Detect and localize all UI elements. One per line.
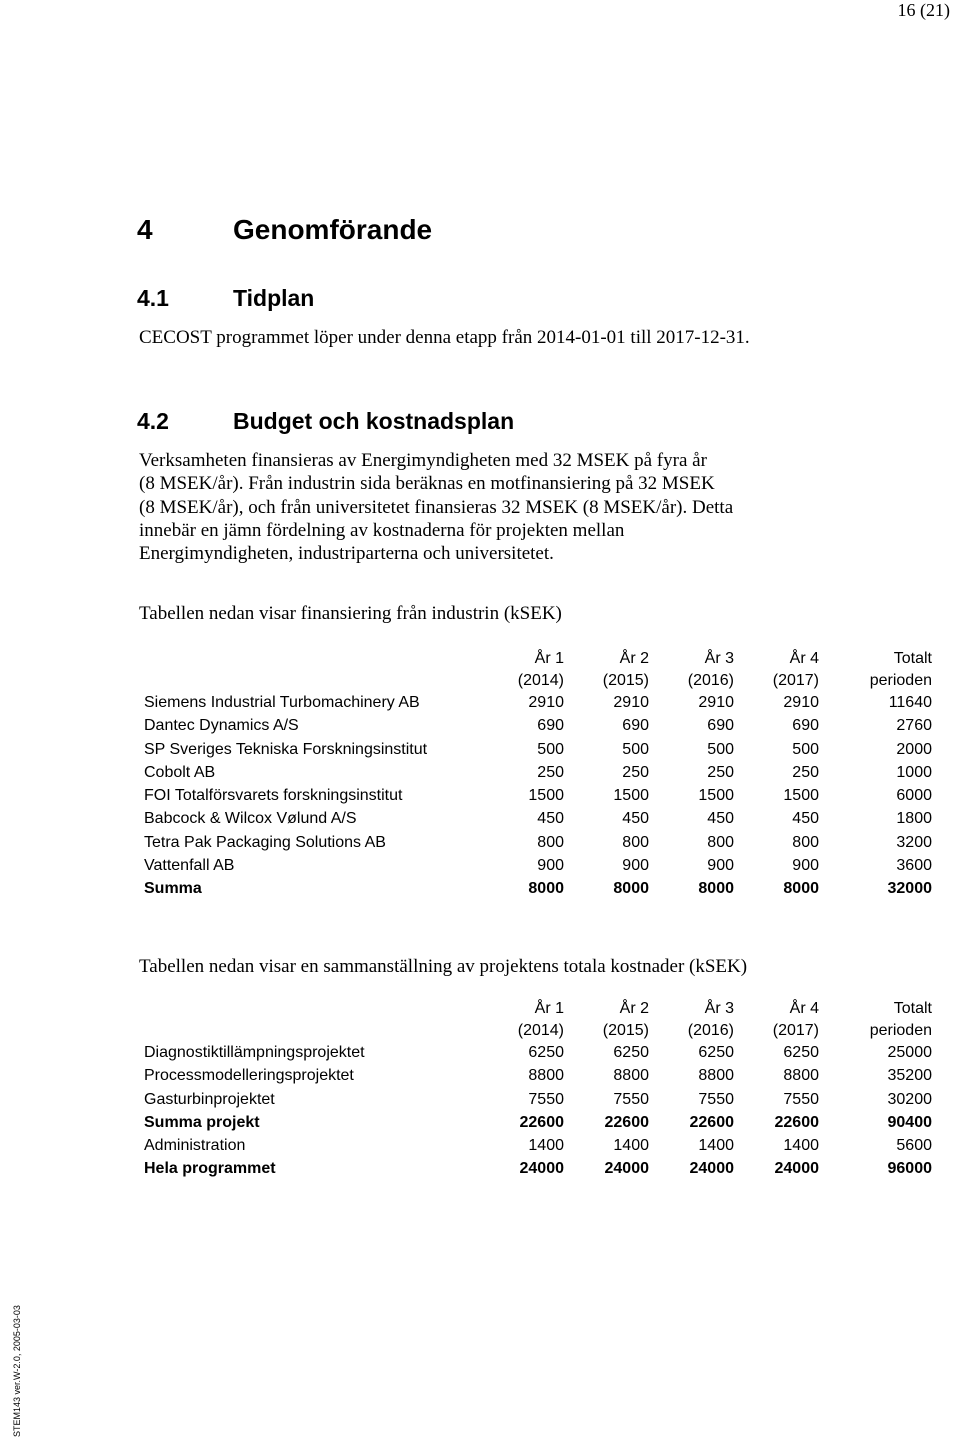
table-cell: 22600	[774, 1113, 819, 1131]
table-cell: 8000	[613, 880, 649, 898]
summary-row	[140, 1157, 932, 1180]
budget-paragraph	[139, 449, 819, 565]
table-cell: 7550	[783, 1090, 819, 1108]
row-label: Processmodelleringsprojektet	[144, 1067, 354, 1085]
tidplan-line: CECOST programmet löper under denna etapp från 2014-01-01 till 2017-12-31.	[139, 327, 750, 348]
table-cell: 900	[707, 857, 734, 875]
column-header	[819, 998, 932, 1041]
table-cell: 8000	[528, 880, 564, 898]
column-header-text: År 1	[534, 1000, 564, 1017]
table-cell: 1400	[613, 1137, 649, 1155]
table-cell: 96000	[887, 1160, 932, 1178]
table-cell: 690	[622, 717, 649, 735]
column-header-text: År 4	[789, 650, 819, 667]
project-costs-table	[140, 998, 932, 1181]
row-label: Cobolt AB	[144, 763, 216, 781]
table-cell: 900	[537, 857, 564, 875]
table-cell: 900	[792, 857, 819, 875]
column-header-text: (2017)	[772, 671, 819, 689]
paragraph-line: Energimyndigheten, industriparterna och universitetet.	[139, 543, 554, 565]
table-row	[140, 807, 932, 830]
table-cell: 2910	[698, 694, 734, 711]
section-number: 4.2	[137, 408, 169, 434]
table-cell: 6250	[613, 1044, 649, 1061]
table-cell: 690	[707, 717, 734, 735]
paragraph-line: Verksamheten finansieras av Energimyndigheten med 32 MSEK på fyra år	[139, 450, 707, 471]
column-header-text: (2016)	[687, 671, 734, 689]
table-cell: 35200	[887, 1067, 932, 1085]
column-header-text: (2014)	[517, 671, 564, 689]
table-cell: 1400	[783, 1137, 819, 1155]
paragraph-line: (8 MSEK/år), och från universitetet finansieras 32 MSEK (8 MSEK/år). Detta	[139, 496, 734, 518]
table-cell: 450	[792, 810, 819, 828]
column-header-text: År 1	[534, 650, 564, 667]
table-row	[140, 784, 932, 807]
table-cell: 2760	[896, 717, 932, 735]
table-cell: 6250	[783, 1044, 819, 1061]
table-cell: 30200	[887, 1090, 932, 1108]
column-header-text: (2017)	[772, 1021, 819, 1039]
row-label: Administration	[144, 1137, 246, 1155]
row-label: SP Sveriges Tekniska Forskningsinstitut	[144, 740, 428, 758]
column-header-text: År 2	[619, 650, 649, 667]
table-cell: 3200	[896, 833, 932, 851]
table-cell: 800	[537, 833, 564, 851]
column-header	[564, 648, 649, 691]
table-row	[140, 1064, 932, 1087]
table-cell: 6000	[896, 787, 932, 805]
table-cell: 800	[792, 833, 819, 851]
column-header-text: (2016)	[687, 1021, 734, 1039]
table-cell: 1500	[528, 787, 564, 805]
table-cell: 800	[707, 833, 734, 851]
table-cell: 2910	[613, 694, 649, 711]
section-number: 4.1	[137, 285, 169, 311]
table-cell: 500	[707, 740, 734, 758]
table-cell: 7550	[528, 1090, 564, 1108]
table1-title: Tabellen nedan visar finansiering från industrin (kSEK)	[139, 603, 562, 624]
table-cell: 2910	[528, 694, 564, 711]
column-header-text: År 3	[704, 1000, 734, 1017]
column-header	[564, 998, 649, 1041]
table-cell: 3600	[896, 857, 932, 875]
row-label: Vattenfall AB	[144, 857, 235, 875]
table-cell: 450	[622, 810, 649, 828]
heading-number: 4	[137, 214, 153, 245]
table-cell: 24000	[519, 1160, 564, 1178]
table-cell: 1400	[528, 1137, 564, 1155]
table-cell: 1500	[613, 787, 649, 805]
table-cell: 250	[622, 763, 649, 781]
section-title: Tidplan	[233, 285, 315, 311]
table-cell: 22600	[519, 1113, 564, 1131]
column-header	[819, 648, 932, 691]
table-cell: 6250	[528, 1044, 564, 1061]
column-header	[649, 648, 734, 691]
table-cell: 690	[537, 717, 564, 735]
table-cell: 8800	[698, 1067, 734, 1085]
table-row	[140, 761, 932, 784]
table-cell: 900	[622, 857, 649, 875]
table-cell: 1400	[698, 1137, 734, 1155]
paragraph-line: innebär en jämn fördelning av kostnaderna för projekten mellan	[139, 519, 625, 541]
table-cell: 5600	[896, 1137, 932, 1155]
row-label: Summa projekt	[144, 1113, 260, 1131]
table2-title: Tabellen nedan visar en sammanställning av projektens totala kostnader (kSEK)	[139, 956, 748, 977]
table-row	[140, 831, 932, 854]
table-cell: 8000	[698, 880, 734, 898]
table-cell: 11640	[888, 694, 932, 711]
section-title: Budget och kostnadsplan	[233, 408, 515, 434]
table-cell: 8800	[613, 1067, 649, 1085]
column-header-text: År 2	[619, 1000, 649, 1017]
table-cell: 32000	[887, 880, 932, 898]
row-label: Babcock & Wilcox Vølund A/S	[144, 810, 357, 828]
table-cell: 2000	[896, 740, 932, 758]
table-cell: 500	[622, 740, 649, 758]
row-label: Summa	[144, 880, 202, 898]
column-header	[734, 648, 819, 691]
table-cell: 450	[537, 810, 564, 828]
column-header	[649, 998, 734, 1041]
column-header	[734, 998, 819, 1041]
column-header-text: (2015)	[602, 671, 649, 689]
row-label: Dantec Dynamics A/S	[144, 717, 299, 735]
row-label: Diagnostiktillämpningsprojektet	[144, 1044, 365, 1061]
table-cell: 8800	[783, 1067, 819, 1085]
table-cell: 1500	[783, 787, 819, 805]
table-cell: 2910	[783, 694, 819, 711]
header-empty	[140, 998, 484, 1041]
table-cell: 690	[792, 717, 819, 735]
row-label: Tetra Pak Packaging Solutions AB	[144, 833, 386, 851]
summary-row	[140, 877, 932, 900]
heading-title: Genomförande	[233, 214, 433, 245]
column-header-text: (2015)	[602, 1021, 649, 1039]
table-cell: 1000	[896, 763, 932, 781]
header-empty	[140, 648, 484, 691]
table-cell: 6250	[698, 1044, 734, 1061]
table-row	[140, 714, 932, 737]
table-cell: 7550	[613, 1090, 649, 1108]
table-cell: 90400	[887, 1113, 932, 1131]
table-cell: 250	[537, 763, 564, 781]
column-header-text: År 3	[704, 650, 734, 667]
table-cell: 8800	[528, 1067, 564, 1085]
table-row	[140, 854, 932, 877]
industry-financing-table	[140, 648, 932, 901]
row-label: Hela programmet	[144, 1160, 276, 1178]
column-header-text: Totalt	[893, 1000, 932, 1017]
table-cell: 250	[792, 763, 819, 781]
table-cell: 22600	[604, 1113, 649, 1131]
row-label: Gasturbinprojektet	[144, 1090, 275, 1108]
table-row	[140, 691, 932, 714]
table-cell: 25000	[887, 1044, 932, 1061]
column-header-text: perioden	[869, 671, 932, 689]
template-stamp: STEM143 ver.W-2.0, 2005-03-03	[12, 1305, 22, 1437]
summary-row	[140, 1111, 932, 1134]
table-row	[140, 1134, 932, 1157]
column-header-text: Totalt	[893, 650, 932, 667]
table-cell: 500	[792, 740, 819, 758]
table-cell: 250	[707, 763, 734, 781]
column-header-text: (2014)	[517, 1021, 564, 1039]
table-cell: 1500	[698, 787, 734, 805]
table-cell: 24000	[774, 1160, 819, 1178]
heading-tidplan	[137, 283, 314, 313]
tidplan-text	[139, 326, 819, 349]
table-cell: 7550	[698, 1090, 734, 1108]
column-header-text: År 4	[789, 1000, 819, 1017]
table-row	[140, 738, 932, 761]
row-label: Siemens Industrial Turbomachinery AB	[144, 694, 420, 711]
heading-genomforande	[137, 210, 432, 250]
table-row	[140, 1088, 932, 1111]
paragraph-line: (8 MSEK/år). Från industrin sida beräknas en motfinansiering på 32 MSEK	[139, 473, 715, 495]
table-cell: 22600	[689, 1113, 734, 1131]
table-cell: 800	[622, 833, 649, 851]
column-header	[484, 998, 564, 1041]
page-number: 16 (21)	[897, 0, 950, 20]
table-cell: 500	[537, 740, 564, 758]
table-cell: 1800	[896, 810, 932, 828]
table-cell: 450	[707, 810, 734, 828]
table-cell: 8000	[783, 880, 819, 898]
table-cell: 24000	[604, 1160, 649, 1178]
table-row	[140, 1041, 932, 1064]
column-header-text: perioden	[869, 1021, 932, 1039]
row-label: FOI Totalförsvarets forskningsinstitut	[144, 787, 403, 805]
heading-budget	[137, 406, 514, 436]
table-cell: 24000	[689, 1160, 734, 1178]
column-header	[484, 648, 564, 691]
